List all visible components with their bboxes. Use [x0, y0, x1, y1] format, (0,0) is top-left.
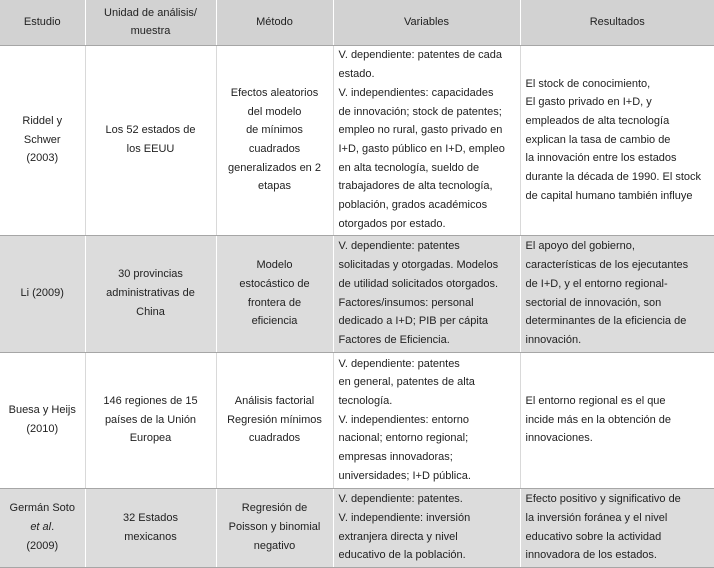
cell-resultados: El entorno regional es el que incide más en la obtención de innovaciones. — [520, 352, 714, 488]
table-row — [0, 45, 714, 235]
estudio-etal: et al — [30, 521, 52, 534]
cell-estudio: Riddel y Schwer (2003) — [0, 45, 85, 235]
table-row — [0, 235, 714, 352]
cell-resultados: Efecto positivo y significativo de la inversión foránea y el nivel educativo sobre la actividad innovadora de los estados. — [520, 488, 714, 567]
header-row — [0, 0, 714, 45]
cell-unidad: 32 Estados mexicanos — [85, 488, 216, 567]
cell-resultados: El apoyo del gobierno, características de los ejecutantes de I+D, y el entorno regional- sectorial de innovación, son determinantes de la eficiencia de innovación. — [520, 235, 714, 352]
cell-unidad: 146 regiones de 15 países de la Unión Europea — [85, 352, 216, 488]
cell-unidad: Los 52 estados de los EEUU — [85, 45, 216, 235]
cell-estudio: Li (2009) — [0, 235, 85, 352]
cell-metodo: Regresión de Poisson y binomial negativo — [216, 488, 333, 567]
cell-resultados: El stock de conocimiento, El gasto privado en I+D, y empleados de alta tecnología explican la tasa de cambio de la innovación entre los estados durante la década de 1990. El stock de capital humano también influye — [520, 45, 714, 235]
cell-variables: V. dependiente: patentes solicitadas y otorgadas. Modelos de utilidad solicitados otorgados. Factores/insumos: personal dedicado a I+D; PIB per cápita Factores de Eficiencia. — [333, 235, 520, 352]
header-variables: Variables — [333, 0, 520, 45]
estudio-author: Germán Soto — [9, 502, 75, 515]
cell-metodo: Efectos aleatorios del modelo de mínimos cuadrados generalizados en 2 etapas — [216, 45, 333, 235]
header-estudio: Estudio — [0, 0, 85, 45]
cell-estudio: Buesa y Heijs (2010) — [0, 352, 85, 488]
cell-variables: V. dependiente: patentes de cada estado. V. independientes: capacidades de innovación; stock de patentes; empleo no rural, gasto privado en I+D, gasto público en I+D, empleo en alta tecnología, sueldo de trabajadores de alta tecnología, población, grados académicos otorgados por estado. — [333, 45, 520, 235]
header-unidad: Unidad de análisis/ muestra — [85, 0, 216, 45]
cell-unidad: 30 provincias administrativas de China — [85, 235, 216, 352]
header-resultados: Resultados — [520, 0, 714, 45]
estudio-year: . (2009) — [26, 521, 59, 552]
cell-estudio — [0, 488, 85, 567]
cell-variables: V. dependiente: patentes en general, patentes de alta tecnología. V. independientes: entorno nacional; entorno regional; empresas innovadoras; universidades; I+D pública. — [333, 352, 520, 488]
cell-variables: V. dependiente: patentes. V. independiente: inversión extranjera directa y nivel educativo de la población. — [333, 488, 520, 567]
header-metodo: Método — [216, 0, 333, 45]
table-row — [0, 352, 714, 488]
cell-metodo: Modelo estocástico de frontera de eficiencia — [216, 235, 333, 352]
cell-metodo: Análisis factorial Regresión mínimos cuadrados — [216, 352, 333, 488]
table-row — [0, 488, 714, 567]
